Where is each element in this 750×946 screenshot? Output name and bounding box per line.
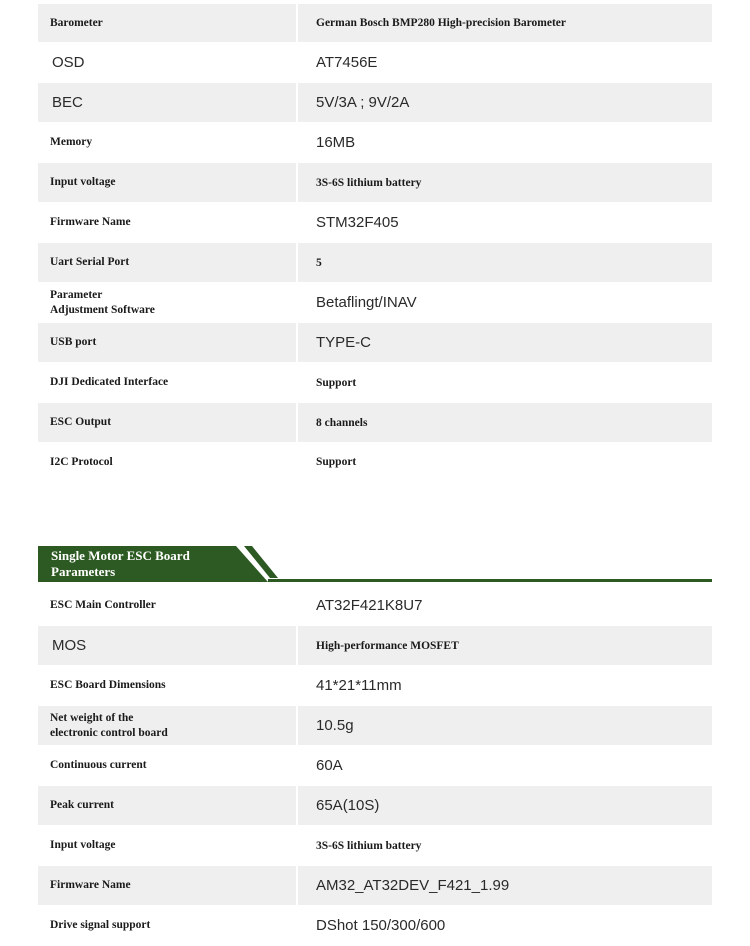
spec-row [38, 283, 712, 322]
spec-label: Drive signal support [50, 919, 151, 931]
spec-row [38, 826, 712, 865]
spec-value: 10.5g [298, 706, 712, 745]
spec-label: Barometer [38, 4, 296, 42]
spec-value: 16MB [316, 134, 356, 151]
spec-row [38, 666, 712, 705]
spec-label: MOS [38, 626, 296, 665]
spec-row [38, 203, 712, 242]
spec-value: Support [316, 456, 357, 468]
spec-label: Parameter Adjustment Software [50, 288, 155, 316]
spec-value: High-performance MOSFET [298, 626, 712, 665]
spec-row [38, 443, 712, 481]
spec-row [38, 243, 712, 282]
spec-row [38, 786, 712, 825]
spec-row [38, 866, 712, 905]
spec-label: USB port [38, 323, 296, 362]
spec-label: Peak current [38, 786, 296, 825]
spec-label: ESC Board Dimensions [50, 679, 166, 691]
spec-label: Firmware Name [50, 216, 131, 228]
spec-label: Net weight of the electronic control board [38, 706, 296, 745]
spec-value: 8 channels [298, 403, 712, 442]
section-title: Single Motor ESC Board Parameters [51, 548, 190, 579]
spec-label: DJI Dedicated Interface [50, 376, 169, 388]
spec-label: ESC Main Controller [50, 599, 156, 611]
spec-row [38, 4, 712, 42]
spec-row [38, 323, 712, 362]
spec-value: AT7456E [316, 54, 378, 71]
spec-row [38, 706, 712, 745]
spec-value: 41*21*11mm [316, 677, 402, 694]
spec-row [38, 163, 712, 202]
spec-value: 65A(10S) [298, 786, 712, 825]
spec-label: Uart Serial Port [38, 243, 296, 282]
spec-row [38, 906, 712, 945]
spec-label: OSD [52, 54, 85, 71]
spec-value: Betaflingt/INAV [316, 294, 417, 311]
spec-row [38, 363, 712, 402]
spec-value: 3S-6S lithium battery [298, 163, 712, 202]
spec-label: Memory [50, 136, 93, 148]
spec-row [38, 746, 712, 785]
spec-value: 3S-6S lithium battery [316, 839, 422, 852]
spec-value: TYPE-C [298, 323, 712, 362]
spec-label: Input voltage [50, 839, 116, 851]
spec-value: STM32F405 [316, 214, 399, 231]
spec-label: ESC Output [38, 403, 296, 442]
spec-value: 5 [298, 243, 712, 282]
section-header [38, 544, 712, 584]
spec-value: 5V/3A ; 9V/2A [298, 83, 712, 122]
spec-value: German Bosch BMP280 High-precision Barometer [298, 4, 712, 42]
spec-label: Firmware Name [38, 866, 296, 905]
spec-value: AM32_AT32DEV_F421_1.99 [298, 866, 712, 905]
spec-label: BEC [38, 83, 296, 122]
spec-value: AT32F421K8U7 [316, 597, 423, 614]
spec-row [38, 83, 712, 122]
spec-value: Support [316, 376, 357, 389]
spec-row [38, 123, 712, 162]
esc-spec-table [38, 586, 712, 946]
spec-row [38, 43, 712, 82]
flight-controller-spec-table [38, 4, 712, 482]
spec-value: DShot 150/300/600 [316, 917, 446, 934]
spec-label: Continuous current [50, 759, 147, 771]
spec-value: 60A [316, 757, 343, 774]
spec-row [38, 626, 712, 665]
spec-label: I2C Protocol [50, 455, 113, 468]
spec-label: Input voltage [38, 163, 296, 202]
spec-row [38, 403, 712, 442]
spec-row [38, 586, 712, 625]
